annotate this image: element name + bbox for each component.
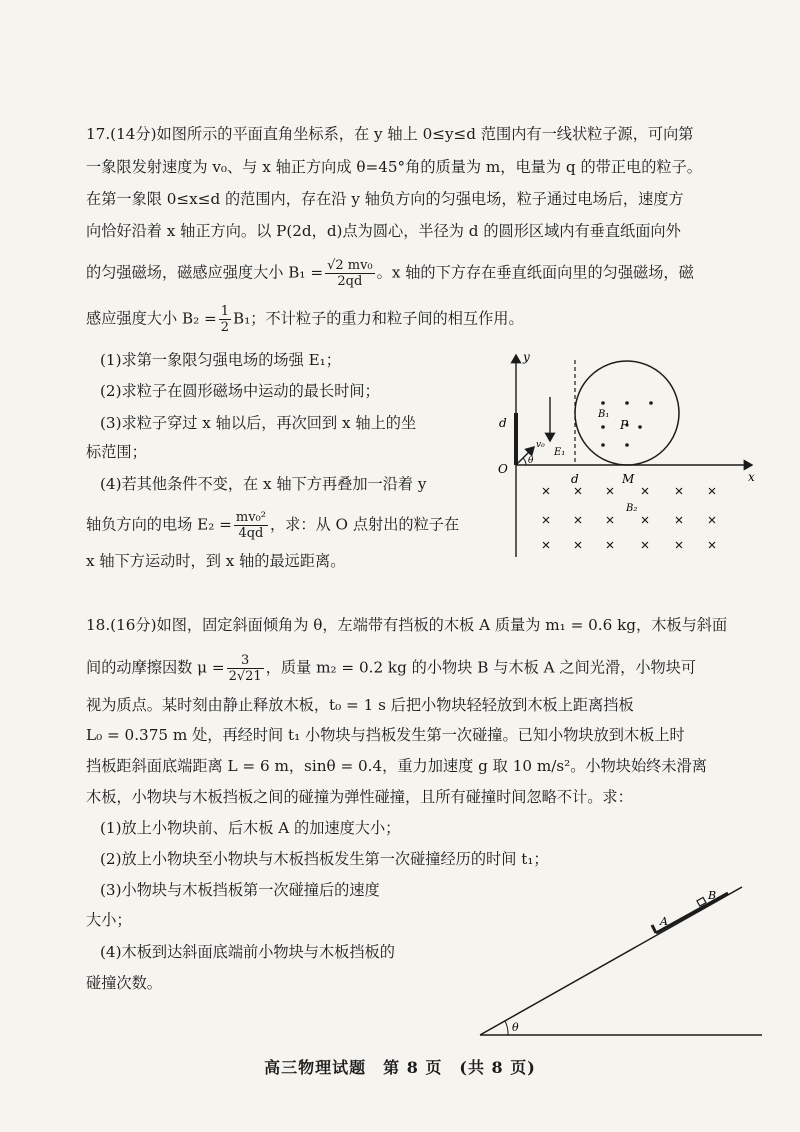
b2-fraction: [219, 304, 231, 335]
incline-surface: [480, 887, 742, 1035]
q17-sub-4b-text-a: 轴负方向的电场 E₂ =: [86, 515, 232, 534]
label-origin: O: [498, 462, 508, 476]
label-y: y: [523, 350, 530, 364]
q18-line-5: 挡板距斜面底端距离 L = 6 m，sinθ = 0.4，重力加速度 g 取 10 m/s²。小物块始终未滑离: [86, 757, 707, 775]
label-p: P: [620, 418, 629, 432]
b2-denominator: 2: [220, 320, 230, 335]
q18-line-2-text-a: 间的动摩擦因数 μ =: [86, 658, 225, 677]
angle-arc: [523, 458, 526, 465]
q17-line-1: 17.(14分)如图所示的平面直角坐标系，在 y 轴上 0≤y≤d 范围内有一线状粒子源，可向第: [86, 125, 694, 143]
q17-line-6: [86, 304, 524, 335]
b1-numerator: √2 mv₀: [327, 258, 373, 273]
q18-sub-3a: (3)小物块与木板挡板第一次碰撞后的速度: [100, 881, 380, 899]
label-b: B: [708, 889, 717, 902]
q18-line-2-text-b: ，质量 m₂ = 0.2 kg 的小物块 B 与木板 A 之间光滑，小物块可: [265, 658, 697, 677]
q18-sub-4a: (4)木板到达斜面底端前小物块与木板挡板的: [100, 943, 395, 961]
label-e1: E₁: [554, 447, 566, 458]
e2-fraction: [234, 510, 268, 541]
mu-numerator: 3: [227, 653, 264, 669]
label-theta-17: θ: [528, 456, 534, 466]
q18-sub-3b: 大小；: [86, 911, 132, 929]
label-v0: v₀: [536, 440, 545, 450]
b2-crosses: [543, 488, 715, 548]
q17-field-figure: [490, 345, 765, 565]
e2-denominator: 4qd: [238, 526, 264, 541]
q17-line-6-text-b: B₁；不计粒子的重力和粒子间的相互作用。: [233, 309, 524, 328]
q17-sub-2: (2)求粒子在圆形磁场中运动的最长时间；: [100, 382, 380, 400]
q17-sub-3b: 标范围；: [86, 443, 147, 461]
q17-sub-1: (1)求第一象限匀强电场的场强 E₁；: [100, 351, 341, 369]
label-d-y: d: [499, 416, 507, 430]
q18-line-2: [86, 653, 696, 684]
q17-line-5-text-a: 的匀强磁场，磁感应强度大小 B₁ =: [86, 263, 324, 282]
q17-sub-4b-text-b: ，求：从 O 点射出的粒子在: [269, 515, 460, 534]
mu-fraction: [227, 653, 264, 684]
b1-denominator: 2qd: [337, 274, 363, 289]
label-b1: B₁: [598, 409, 610, 420]
b1-fraction: [325, 258, 375, 289]
b2-numerator: 1: [220, 304, 230, 319]
q17-line-5-text-b: 。x 轴的下方存在垂直纸面向里的匀强磁场，磁: [376, 263, 694, 282]
q18-sub-4b: 碰撞次数。: [86, 974, 162, 992]
label-d-x: d: [571, 472, 579, 486]
q17-sub-3a: (3)求粒子穿过 x 轴以后，再次回到 x 轴上的坐: [100, 414, 417, 432]
q18-line-4: L₀ = 0.375 m 处，再经时间 t₁ 小物块与挡板发生第一次碰撞。已知小物块放到木板上时: [86, 726, 685, 744]
q18-sub-2: (2)放上小物块至小物块与木板挡板发生第一次碰撞经历的时间 t₁；: [100, 850, 549, 868]
q17-sub-4c: x 轴下方运动时，到 x 轴的最远距离。: [86, 552, 346, 570]
q18-sub-1: (1)放上小物块前、后木板 A 的加速度大小；: [100, 819, 401, 837]
e2-numerator: mv₀²: [235, 510, 266, 525]
label-a: A: [660, 915, 668, 928]
q17-line-6-text-a: 感应强度大小 B₂ =: [86, 309, 217, 328]
q17-sub-4b: [86, 510, 459, 541]
mu-denominator: 2√21: [228, 669, 262, 684]
q18-line-1: 18.(16分)如图，固定斜面倾角为 θ，左端带有挡板的木板 A 质量为 m₁ = 0.6 kg，木板与斜面: [86, 616, 728, 634]
label-b2: B₂: [626, 503, 638, 514]
q17-line-2: 一象限发射速度为 v₀、与 x 轴正方向成 θ=45°角的质量为 m，电量为 q 的带正电的粒子。: [86, 158, 702, 176]
q17-line-5: [86, 258, 694, 289]
q17-line-4: 向恰好沿着 x 轴正方向。以 P(2d，d)点为圆心，半径为 d 的圆形区域内有垂直纸面向外: [86, 222, 681, 240]
q18-line-6: 木板，小物块与木板挡板之间的碰撞为弹性碰撞，且所有碰撞时间忽略不计。求：: [86, 788, 633, 806]
magnetic-circle: [575, 361, 679, 465]
q18-incline-figure: [470, 875, 770, 1045]
page-footer: 高三物理试题 第 8 页 (共 8 页): [264, 1058, 536, 1077]
q18-line-3: 视为质点。某时刻由静止释放木板，t₀ = 1 s 后把小物块轻轻放到木板上距离挡板: [86, 696, 634, 714]
label-x: x: [748, 470, 755, 484]
incline-angle-arc: [505, 1021, 508, 1035]
q17-line-3: 在第一象限 0≤x≤d 的范围内，存在沿 y 轴负方向的匀强电场，粒子通过电场后，速度方: [86, 190, 684, 208]
label-theta-18: θ: [512, 1021, 519, 1034]
label-m: M: [622, 472, 635, 486]
q17-sub-4a: (4)若其他条件不变，在 x 轴下方再叠加一沿着 y: [100, 475, 427, 493]
